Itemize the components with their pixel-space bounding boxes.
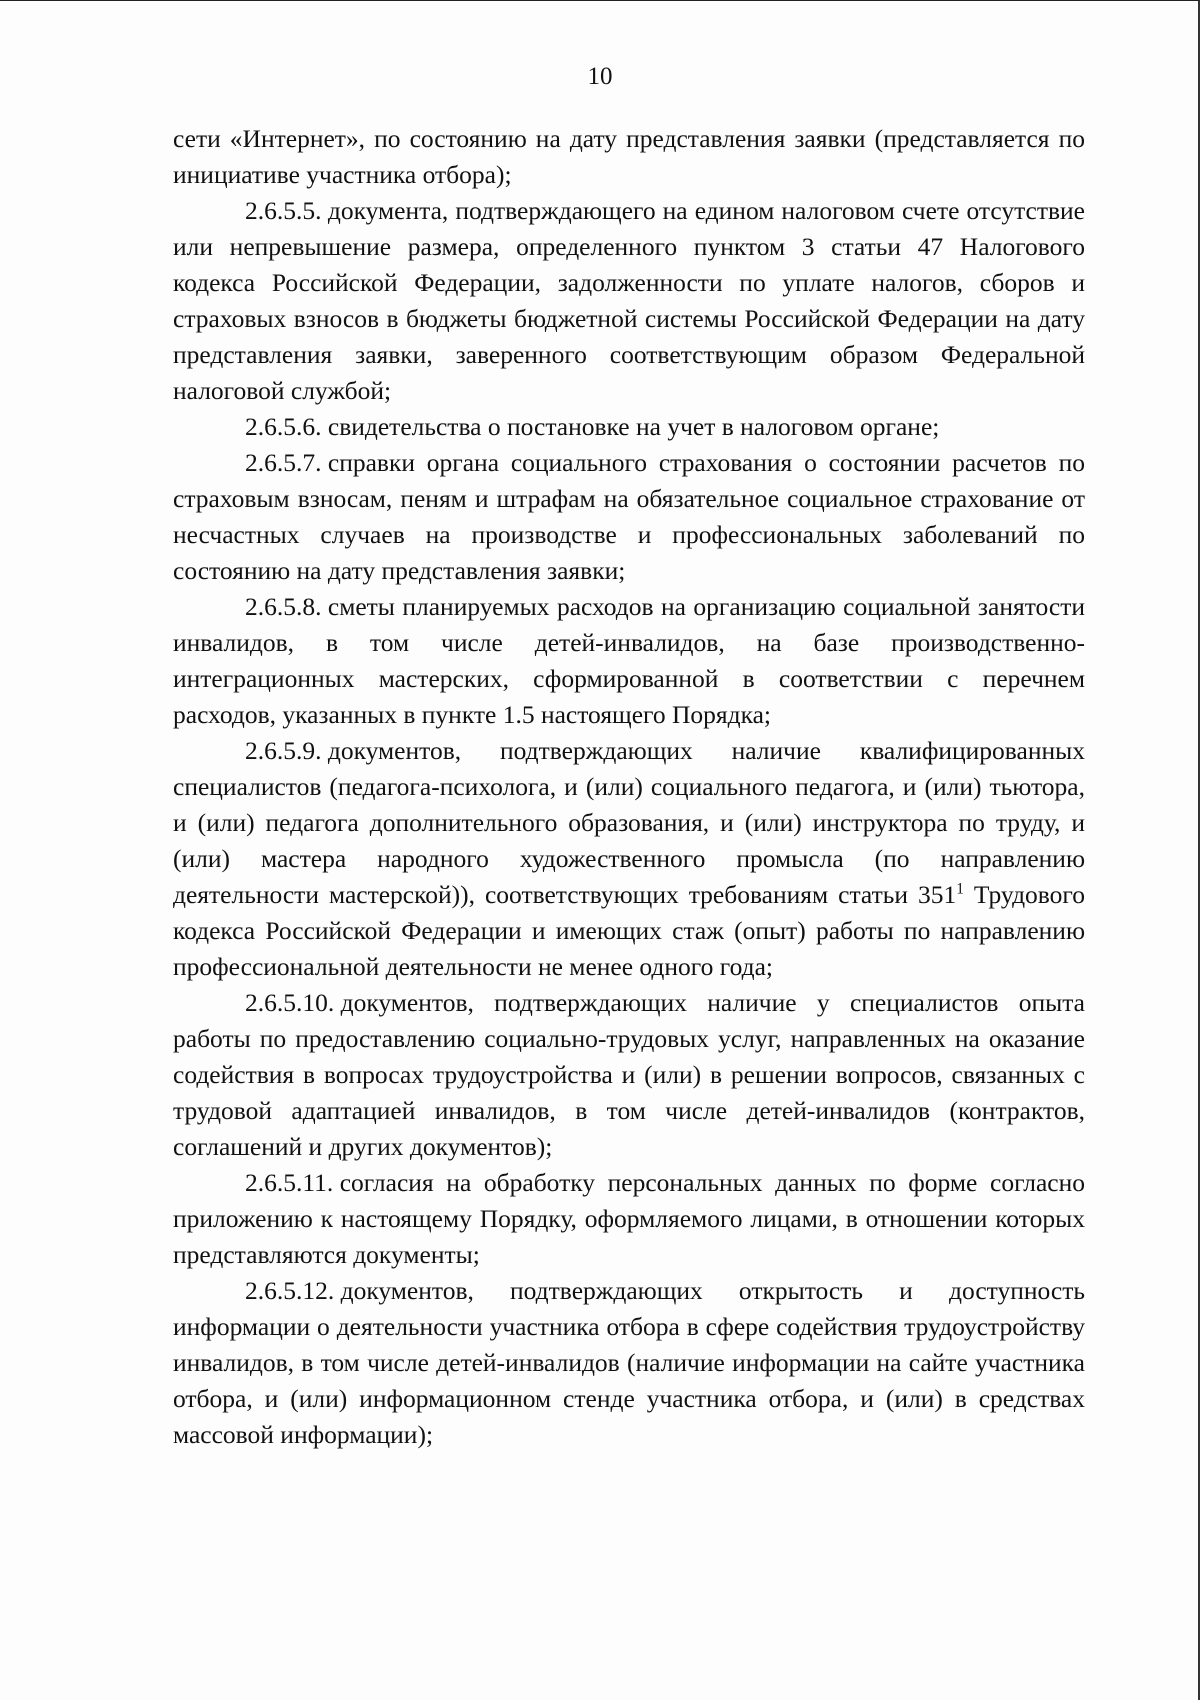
- clause-number: 2.6.5.11.: [245, 1168, 334, 1197]
- clause-text: согласия на обработку персональных данных по форме согласно приложению к настоящему Порядку, оформляемого лицами, в отношении которых представляются документы;: [173, 1168, 1085, 1269]
- clause-number: 2.6.5.5.: [245, 196, 322, 225]
- clause-text: справки органа социального страхования о состоянии расчетов по страховым взносам, пеням и штрафам на обязательное социальное страхование от несчастных случаев на производстве и профессиональных заболеваний по состоянию на дату представления заявки;: [173, 448, 1085, 585]
- clause-text-before: документов, подтверждающих наличие квалифицированных специалистов (педагога-психолога, и (или) социального педагога, и (или) тьютора, и (или) педагога дополнительного образования, и (или) инструктора по труду, и (или) мастера народного художественного промысла (по направлению деятельности мастерской)), соответствующих требованиям статьи 351: [173, 736, 1085, 909]
- clause-number: 2.6.5.7.: [245, 448, 322, 477]
- clause-2-6-5-10: [173, 985, 1085, 1165]
- clause-2-6-5-11: [173, 1165, 1085, 1273]
- clause-2-6-5-7: [173, 445, 1085, 589]
- superscript: 1: [956, 880, 964, 898]
- document-body: [173, 121, 1085, 1453]
- clause-text: сметы планируемых расходов на организацию социальной занятости инвалидов, в том числе детей-инвалидов, на базе производственно-интеграционных мастерских, сформированной в соответствии с перечнем расходов, указанных в пункте 1.5 настоящего Порядка;: [173, 592, 1085, 729]
- clause-number: 2.6.5.6.: [245, 412, 322, 441]
- clause-text: документов, подтверждающих открытость и доступность информации о деятельности участника отбора в сфере содействия трудоустройству инвалидов, в том числе детей-инвалидов (наличие информации на сайте участника отбора, и (или) информационном стенде участника отбора, и (или) в средствах массовой информации);: [173, 1276, 1085, 1449]
- clause-number: 2.6.5.8.: [245, 592, 322, 621]
- page-number: 10: [587, 63, 613, 90]
- clause-2-6-5-8: [173, 589, 1085, 733]
- clause-text: документов, подтверждающих наличие у специалистов опыта работы по предоставлению социально-трудовых услуг, направленных на оказание содействия в вопросах трудоустройства и (или) в решении вопросов, связанных с трудовой адаптацией инвалидов, в том числе детей-инвалидов (контрактов, соглашений и других документов);: [173, 988, 1085, 1161]
- clause-2-6-5-9: [173, 733, 1085, 985]
- clause-number: 2.6.5.12.: [245, 1276, 335, 1305]
- clause-2-6-5-12: [173, 1273, 1085, 1453]
- clause-text-after: Трудового кодекса Российской Федерации и имеющих стаж (опыт) работы по направлению профессиональной деятельности не менее одного года;: [173, 880, 1085, 981]
- clause-number: 2.6.5.10.: [245, 988, 335, 1017]
- continuation-paragraph: сети «Интернет», по состоянию на дату представления заявки (представляется по инициативе участника отбора);: [173, 124, 1085, 189]
- clause-2-6-5-6: [173, 409, 1085, 445]
- clause-text: свидетельства о постановке на учет в налоговом органе;: [327, 412, 940, 441]
- clause-number: 2.6.5.9.: [245, 736, 322, 765]
- clause-text: документа, подтверждающего на едином налоговом счете отсутствие или непревышение размера, определенного пунктом 3 статьи 47 Налогового кодекса Российской Федерации, задолженности по уплате налогов, сборов и страховых взносов в бюджеты бюджетной системы Российской Федерации на дату представления заявки, заверенного соответствующим образом Федеральной налоговой службой;: [173, 196, 1085, 405]
- clause-2-6-5-5: [173, 193, 1085, 409]
